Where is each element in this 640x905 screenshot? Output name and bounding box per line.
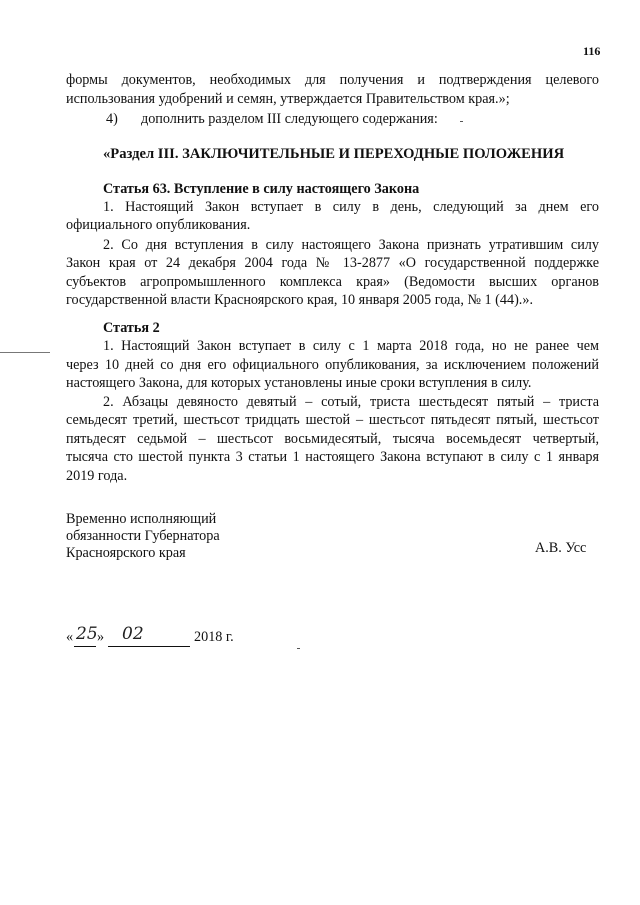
text-line: субъектов агропромышленного комплекса края» (Ведомости высших органов: [66, 274, 599, 290]
text-line: формы документов, необходимых для получения и подтверждения целевого: [66, 72, 599, 88]
list-item-4: [66, 110, 599, 129]
text-line: 1. Настоящий Закон вступает в силу с 1 марта 2018 года, но не ранее чем: [103, 338, 599, 354]
day-underline: [74, 646, 96, 647]
section-heading: «Раздел III. ЗАКЛЮЧИТЕЛЬНЫЕ И ПЕРЕХОДНЫЕ ПОЛОЖЕНИЯ: [103, 146, 565, 162]
scan-speck: [297, 648, 300, 649]
date-year: 2018 г.: [194, 629, 234, 645]
text-line: 2. Абзацы девяносто девятый – сотый, триста шестьдесят пятый – триста: [103, 394, 599, 410]
date-open-quote: «: [66, 629, 74, 645]
text-line: 1. Настоящий Закон вступает в силу в день, следующий за днем его: [103, 199, 599, 215]
signer-name: А.В. Усс: [535, 540, 587, 556]
signatory-title-line: Временно исполняющий: [66, 511, 217, 527]
page-number: 116: [583, 44, 601, 58]
text-line: 2019 года.: [66, 468, 128, 484]
list-text: дополнить разделом III следующего содержания:: [141, 111, 438, 127]
signatory-title-line: Красноярского края: [66, 545, 186, 561]
text-line: использования удобрений и семян, утверждается Правительством края.»;: [66, 91, 510, 107]
text-line: государственной власти Красноярского края, 10 января 2005 года, № 1 (44).».: [66, 292, 533, 308]
signatory-title-line: обязанности Губернатора: [66, 528, 220, 544]
date-month-handwritten: 02: [122, 624, 144, 644]
list-number: 4): [106, 111, 118, 127]
text-line: 2. Со дня вступления в силу настоящего Закона признать утратившим силу: [103, 237, 599, 253]
text-line: пятьдесят седьмой – шестьсот восьмидесятый, тысяча восемьдесят четвертый,: [66, 431, 599, 447]
scan-speck: [460, 121, 463, 122]
signing-date: [66, 624, 366, 648]
text-line: настоящего Закона, для которых установлены иные сроки вступления в силу.: [66, 375, 532, 391]
month-underline: [108, 646, 190, 647]
article-2-heading: Статья 2: [103, 320, 160, 336]
text-line: семьдесят третий, шестьсот тридцать шестой – шестьсот пятьдесят пятый, шестьсот: [66, 412, 599, 428]
date-day-handwritten: 25: [76, 624, 98, 644]
text-line: официального опубликования.: [66, 217, 251, 233]
date-close-quote: »: [97, 629, 105, 645]
text-line: Закон края от 24 декабря 2004 года № 13-2877 «О государственной поддержке: [66, 255, 599, 271]
article-63-heading: Статья 63. Вступление в силу настоящего Закона: [103, 181, 420, 197]
text-line: через 10 дней со дня его официального опубликования, за исключением положений: [66, 357, 599, 373]
text-line: тысяча сто шестой пункта 3 статьи 1 настоящего Закона вступают в силу с 1 января: [66, 449, 599, 465]
margin-mark: [0, 352, 50, 353]
